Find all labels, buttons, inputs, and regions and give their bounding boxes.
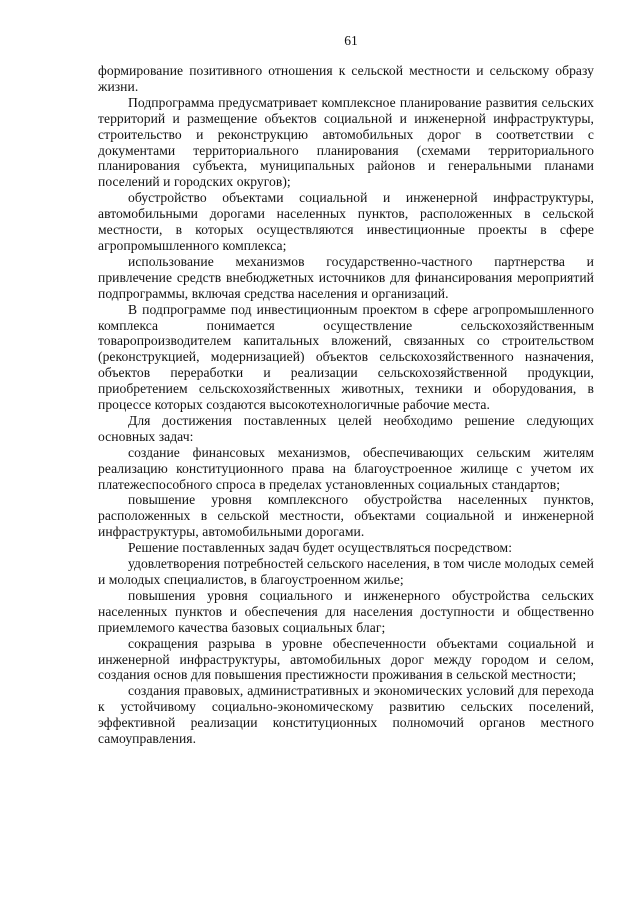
paragraph: создания правовых, административных и экономических условий для перехода к устойчивому социально-экономическому развитию сельских поселений, эффективной реализации конституционных полномочий органов местного самоуправления. [98, 683, 594, 747]
paragraph: Для достижения поставленных целей необходимо решение следующих основных задач: [98, 412, 594, 444]
paragraph: обустройство объектами социальной и инженерной инфраструктуры, автомобильными дорогами населенных пунктов, расположенных в сельской местности, в которых осуществляются инвестиционные проекты в сфере агропромышленного комплекса; [98, 190, 594, 253]
paragraph: использование механизмов государственно-частного партнерства и привлечение средств внебюджетных источников для финансирования мероприятий подпрограммы, включая средства населения и организаций. [98, 253, 594, 301]
page-number: 61 [344, 33, 358, 48]
paragraph: создание финансовых механизмов, обеспечивающих сельским жителям реализацию конституционного права на благоустроенное жилище с учетом их платежеспособного спроса в пределах установленных социальных стандартов; [98, 444, 594, 492]
paragraph: сокращения разрыва в уровне обеспеченности объектами социальной и инженерной инфраструктуры, автомобильных дорог между городом и селом, создания основ для повышения престижности проживания в сельской местности; [98, 635, 594, 683]
paragraph-continuation: формирование позитивного отношения к сельской местности и сельскому образу жизни. [98, 63, 594, 94]
paragraph: В подпрограмме под инвестиционным проектом в сфере агропромышленного комплекса понимается осуществление сельскохозяйственным товаропроизводителем капитальных вложений, связанных со строительством (реконструкцией, модернизацией) объектов сельскохозяйственного назначения, объектов переработки и реализации сельскохозяйственной продукции, приобретением сельскохозяйственных животных, техники и оборудования, в процессе которых создаются высокотехнологичные рабочие места. [98, 301, 594, 413]
paragraph: повышения уровня социального и инженерного обустройства сельских населенных пунктов и обеспечения для населения доступности и общественно приемлемого качества базовых социальных благ; [98, 587, 594, 635]
paragraph: повышение уровня комплексного обустройства населенных пунктов, расположенных в сельской местности, объектами социальной и инженерной инфраструктуры, автомобильными дорогами. [98, 492, 594, 540]
body-text [98, 63, 594, 747]
paragraph: Решение поставленных задач будет осуществляться посредством: [128, 540, 513, 556]
paragraph: удовлетворения потребностей сельского населения, в том числе молодых семей и молодых специалистов, в благоустроенном жилье; [98, 556, 594, 587]
paragraph: Подпрограмма предусматривает комплексное планирование развития сельских территорий и размещение объектов социальной и инженерной инфраструктуры, строительство и реконструкцию автомобильных дорог в соответствии с документами территориального планирования (схемами территориального планирования субъекта, муниципальных районов и генеральными планами поселений и городских округов); [98, 94, 594, 190]
